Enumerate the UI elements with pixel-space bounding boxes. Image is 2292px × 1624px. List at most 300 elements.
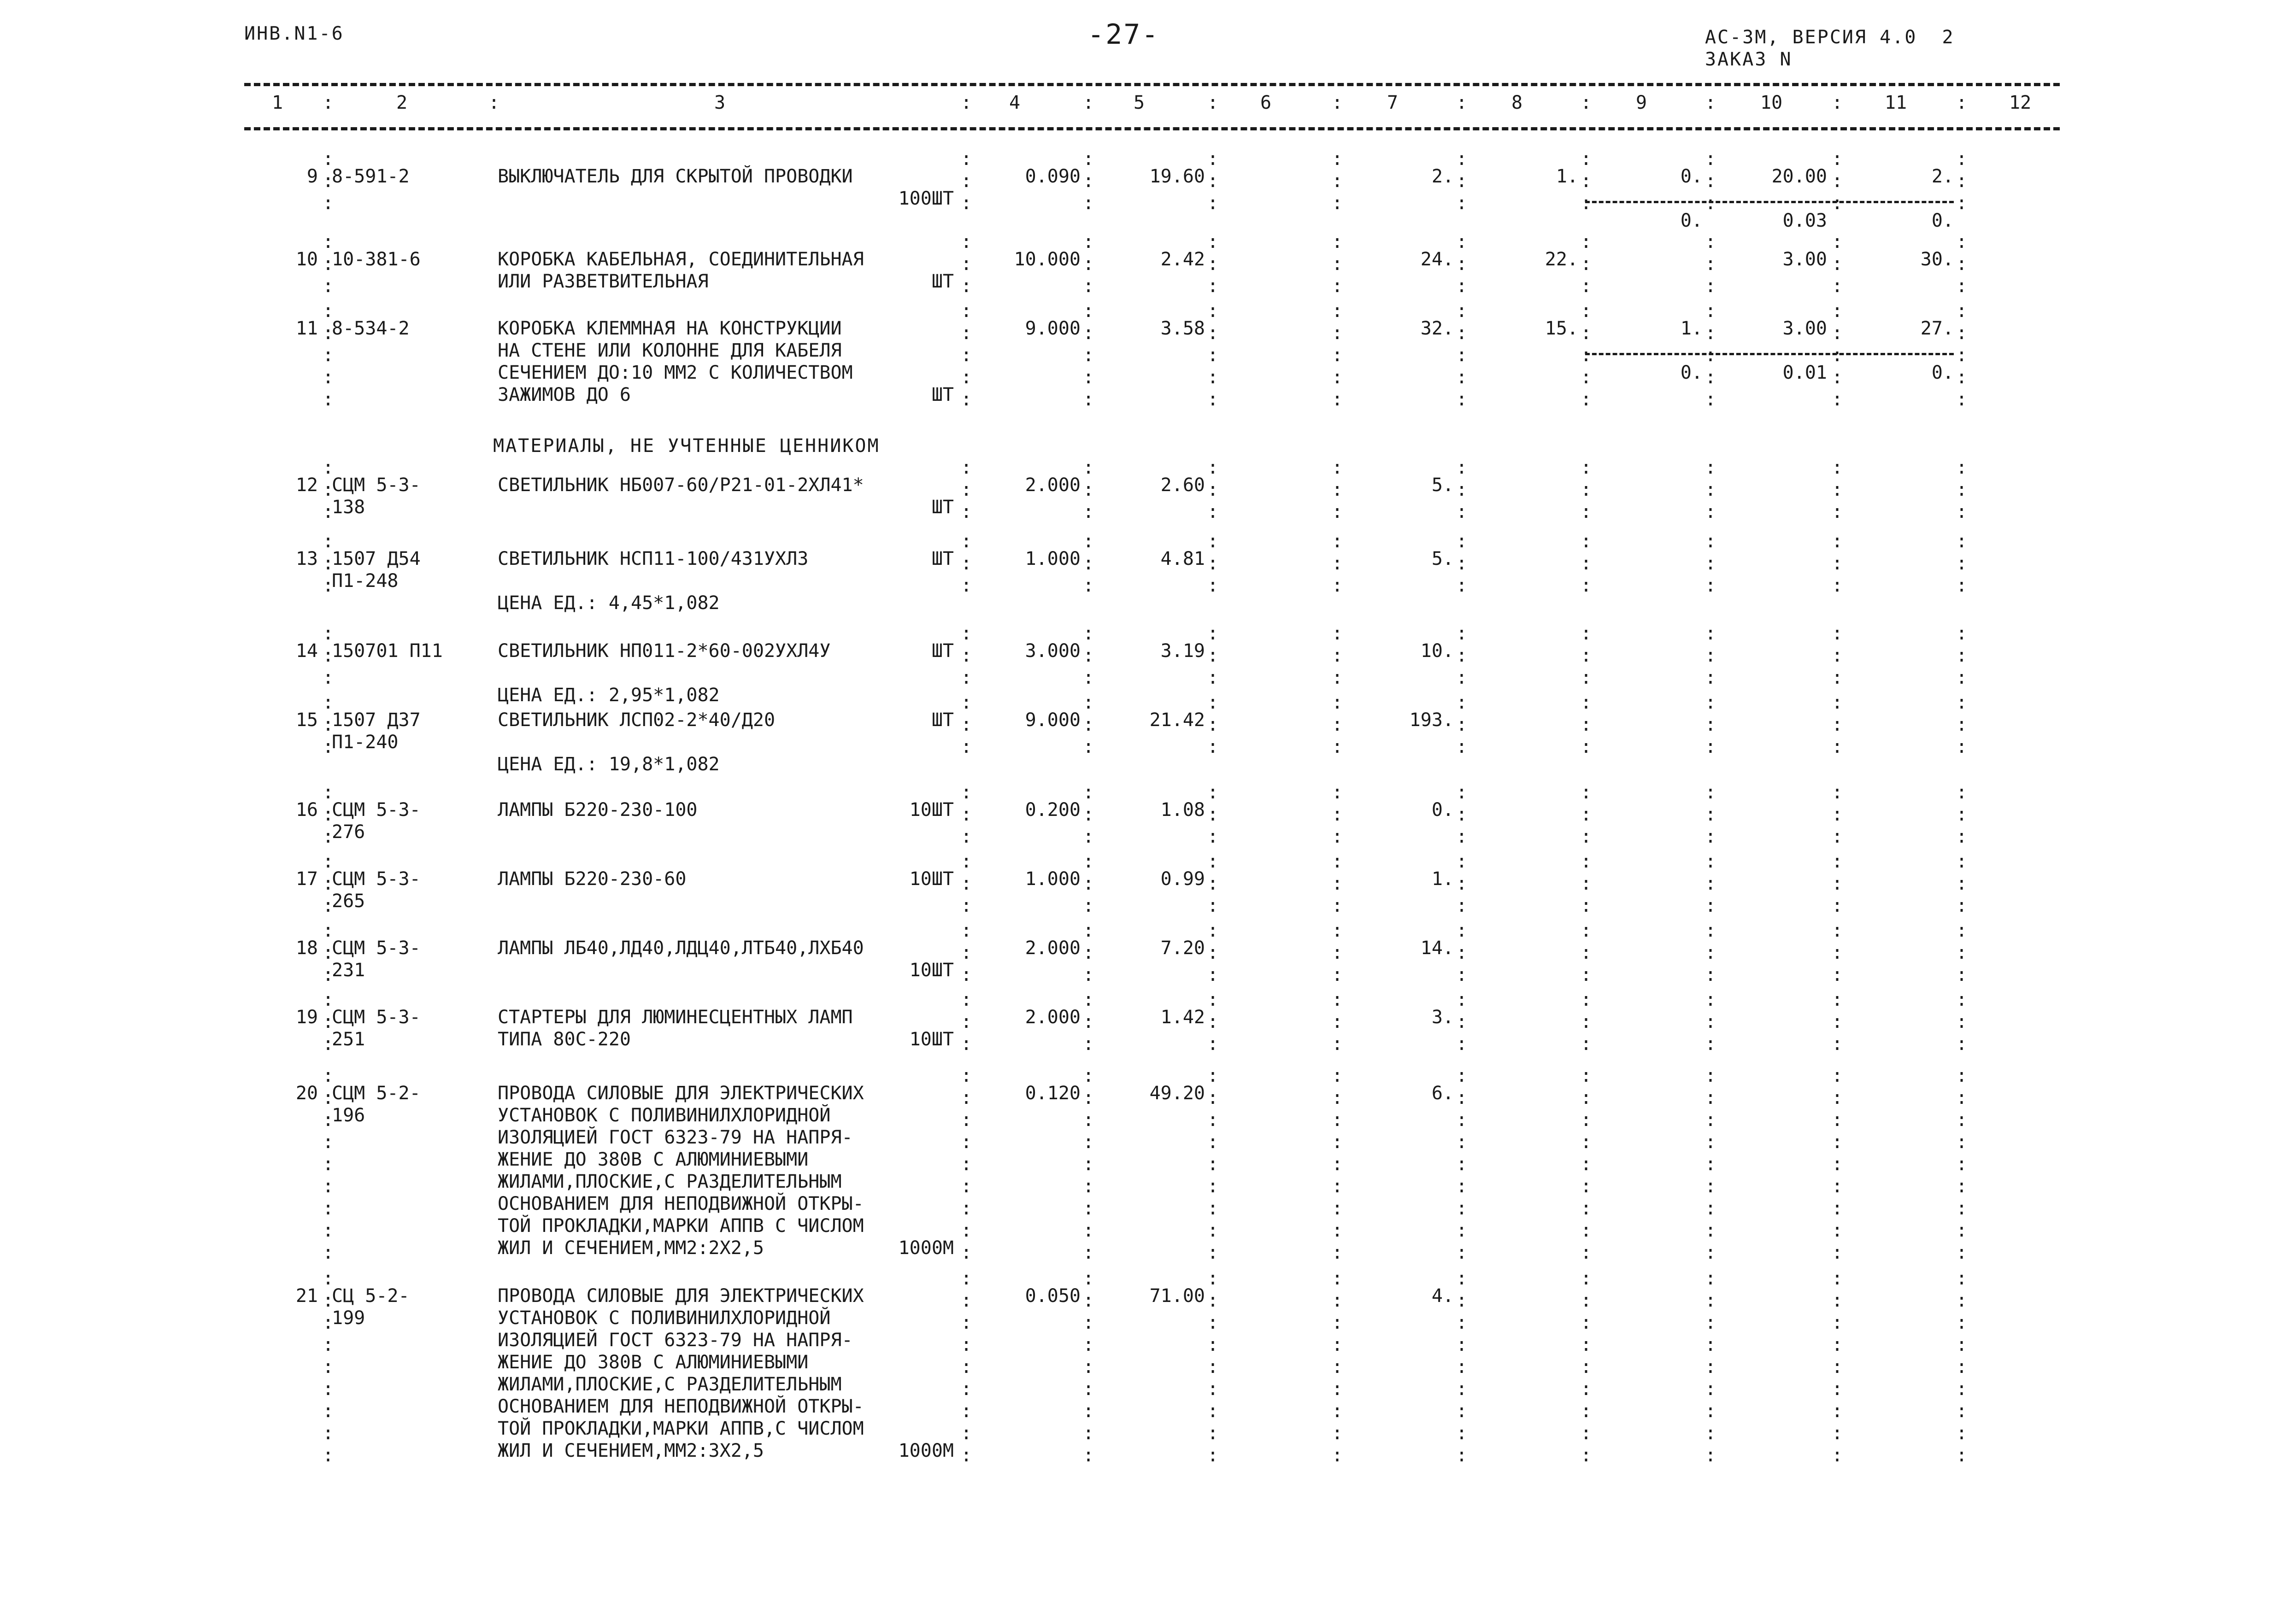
cell-separator: : [961,736,972,757]
value-c4: 0.090 [1025,166,1081,187]
cell-separator: : [323,804,334,825]
price-code: 276 [332,821,365,843]
value-c4: 3.000 [1025,640,1081,662]
cell-separator: : [1832,479,1843,500]
cell-separator: : [961,989,972,1010]
cell-separator: : [1705,457,1716,478]
item-description: ЛАМПЫ Б220-230-60 [498,868,687,890]
cell-separator: : [1207,1065,1219,1086]
cell-separator: : [1456,645,1468,666]
cell-separator: : [1332,553,1343,574]
cell-separator: : [1832,1445,1843,1466]
cell-separator: : [1083,1109,1094,1131]
cell-separator: : [1083,1176,1094,1197]
value-c7: 0. [1431,799,1454,821]
cell-separator: : [1956,989,1968,1010]
cell-separator: : [1083,479,1094,500]
cell-separator: : [1207,479,1219,500]
cell-separator: : [1207,1011,1219,1032]
cell-separator: : [323,667,334,688]
cell-separator: : [1332,1242,1343,1263]
row-number: 21 [295,1285,318,1307]
cell-separator: : [1083,782,1094,803]
cell-separator: : [323,1033,334,1055]
item-description: СВЕТИЛЬНИК ЛСП02-2*40/Д20 [498,709,776,731]
column-header-4: 4 [1009,92,1021,113]
column-separator: : [1083,92,1094,113]
cell-separator: : [323,1065,334,1086]
cell-separator: : [1705,170,1716,192]
cell-separator: : [1456,623,1468,644]
column-header-3: 3 [714,92,726,113]
value-c4: 9.000 [1025,318,1081,339]
cell-separator: : [323,895,334,916]
cell-separator: : [1456,714,1468,735]
cell-separator: : [323,322,334,344]
value-c4: 0.120 [1025,1083,1081,1104]
cell-separator: : [961,345,972,366]
cell-separator: : [1332,667,1343,688]
cell-separator: : [323,193,334,214]
cell-separator: : [1581,575,1592,596]
cell-separator: : [1705,1220,1716,1241]
cell-separator: : [1332,989,1343,1010]
cell-separator: : [1705,1290,1716,1311]
cell-separator: : [1332,531,1343,552]
cell-separator: : [1083,920,1094,941]
row-number: 20 [295,1083,318,1104]
cell-separator: : [1083,345,1094,366]
cell-separator: : [1581,920,1592,941]
cell-separator: : [1832,345,1843,366]
item-description: НА СТЕНЕ ИЛИ КОЛОННЕ ДЛЯ КАБЕЛЯ [498,340,842,361]
cell-separator: : [1332,942,1343,963]
cell-separator: : [1581,193,1592,214]
cell-separator: : [1207,1401,1219,1422]
cell-separator: : [323,1176,334,1197]
column-header-9: 9 [1636,92,1647,113]
cell-separator: : [1832,1176,1843,1197]
cell-separator: : [1332,920,1343,941]
cell-separator: : [1581,1087,1592,1108]
cell-separator: : [1083,851,1094,872]
cell-separator: : [1956,1087,1968,1108]
cell-separator: : [961,645,972,666]
value-c4: 2.000 [1025,475,1081,496]
cell-separator: : [1207,501,1219,522]
header-rule-top [244,83,2060,86]
item-description: ЖИЛАМИ,ПЛОСКИЕ,С РАЗДЕЛИТЕЛЬНЫМ [498,1171,842,1192]
cell-separator: : [1956,575,1968,596]
cell-separator: : [961,148,972,170]
cell-separator: : [1332,345,1343,366]
cell-separator: : [1832,1312,1843,1333]
column-separator: : [1705,92,1716,113]
cell-separator: : [1332,1109,1343,1131]
value-c4: 1.000 [1025,868,1081,890]
cell-separator: : [1705,1356,1716,1378]
cell-separator: : [1705,1268,1716,1289]
cell-separator: : [1956,1198,1968,1219]
cell-separator: : [1956,1445,1968,1466]
cell-separator: : [1456,1268,1468,1289]
cell-separator: : [1332,1176,1343,1197]
item-description: ТОЙ ПРОКЛАДКИ,МАРКИ АППВ С ЧИСЛОМ [498,1215,864,1237]
cell-separator: : [1832,964,1843,985]
cell-separator: : [323,692,334,713]
cell-separator: : [1956,1378,1968,1400]
cell-separator: : [1456,736,1468,757]
value-c7: 24. [1420,249,1454,270]
cell-separator: : [1956,1268,1968,1289]
value-c4: 2.000 [1025,1007,1081,1028]
cell-separator: : [1705,276,1716,297]
cell-separator: : [1705,575,1716,596]
value-c7: 5. [1431,548,1454,569]
cell-separator: : [1207,1033,1219,1055]
item-description: ЖИЛ И СЕЧЕНИЕМ,ММ2:3Х2,5 [498,1440,764,1461]
cell-separator: : [1456,300,1468,322]
cell-separator: : [1956,300,1968,322]
cell-separator: : [1832,942,1843,963]
cell-separator: : [1456,964,1468,985]
cell-separator: : [1332,1065,1343,1086]
cell-separator: : [1581,479,1592,500]
cell-separator: : [961,714,972,735]
cell-separator: : [1956,389,1968,410]
cell-separator: : [1832,1065,1843,1086]
cell-separator: : [1956,501,1968,522]
cell-separator: : [1332,1087,1343,1108]
column-separator: : [323,92,334,113]
cell-separator: : [323,300,334,322]
cell-separator: : [1207,389,1219,410]
item-description: ОСНОВАНИЕМ ДЛЯ НЕПОДВИЖНОЙ ОТКРЫ- [498,1193,864,1214]
price-code: П1-248 [332,570,399,592]
cell-separator: : [1581,300,1592,322]
cell-separator: : [1083,1378,1094,1400]
cell-separator: : [323,276,334,297]
cell-separator: : [1956,873,1968,894]
item-description: ВЫКЛЮЧАТЕЛЬ ДЛЯ СКРЫТОЙ ПРОВОДКИ [498,166,853,187]
unit-of-measure: ШТ [931,384,954,405]
cell-separator: : [1083,989,1094,1010]
cell-separator: : [1207,1334,1219,1355]
cell-separator: : [1207,553,1219,574]
column-separator: : [1832,92,1843,113]
value-c8: 1. [1556,166,1578,187]
price-code: П1-240 [332,732,399,753]
cell-separator: : [1832,736,1843,757]
cell-separator: : [961,895,972,916]
cell-separator: : [1832,1220,1843,1241]
cell-separator: : [1083,170,1094,192]
cell-separator: : [323,1312,334,1333]
cell-separator: : [1207,714,1219,735]
cell-separator: : [1832,1109,1843,1131]
cell-separator: : [1705,736,1716,757]
cell-separator: : [1207,193,1219,214]
order-label: ЗАКАЗ N [1705,49,1792,70]
cell-separator: : [1456,193,1468,214]
cell-separator: : [1705,782,1716,803]
cell-separator: : [1332,322,1343,344]
price-code: 196 [332,1105,365,1126]
cell-separator: : [961,1445,972,1466]
cell-separator: : [961,531,972,552]
cell-separator: : [1832,804,1843,825]
unit-price-note: ЦЕНА ЕД.: 19,8*1,082 [498,754,720,775]
cell-separator: : [1332,1312,1343,1333]
cell-separator: : [1956,1423,1968,1444]
cell-separator: : [1456,501,1468,522]
cell-separator: : [1705,1033,1716,1055]
cell-separator: : [1456,1356,1468,1378]
column-header-8: 8 [1511,92,1523,113]
price-code: СЦМ 5-3- [332,475,421,496]
item-description: ПРОВОДА СИЛОВЫЕ ДЛЯ ЭЛЕКТРИЧЕСКИХ [498,1285,864,1307]
cell-separator: : [1581,873,1592,894]
cell-separator: : [1705,345,1716,366]
cell-separator: : [1332,457,1343,478]
cell-separator: : [1332,501,1343,522]
cell-separator: : [1832,389,1843,410]
column-separator: : [488,92,500,113]
cell-separator: : [1705,231,1716,252]
price-code: 1507 Д37 [332,709,421,731]
cell-separator: : [1456,148,1468,170]
cell-separator: : [1207,1220,1219,1241]
cell-separator: : [1207,851,1219,872]
column-header-6: 6 [1260,92,1272,113]
cell-separator: : [1956,1011,1968,1032]
cell-separator: : [1581,553,1592,574]
cell-separator: : [1207,231,1219,252]
cell-separator: : [1705,553,1716,574]
cell-separator: : [1456,851,1468,872]
cell-separator: : [1332,692,1343,713]
cell-separator: : [1705,623,1716,644]
cell-separator: : [1705,714,1716,735]
cell-separator: : [323,1242,334,1263]
cell-separator: : [1956,367,1968,388]
cell-separator: : [1207,1109,1219,1131]
cell-separator: : [1207,345,1219,366]
cell-separator: : [1083,276,1094,297]
cell-separator: : [1705,253,1716,275]
cell-separator: : [1956,645,1968,666]
cell-separator: : [1832,623,1843,644]
cell-separator: : [1207,1087,1219,1108]
cell-separator: : [1083,1334,1094,1355]
cell-separator: : [1083,322,1094,344]
cell-separator: : [1456,253,1468,275]
cell-separator: : [1083,826,1094,847]
cell-separator: : [1456,553,1468,574]
cell-separator: : [1083,964,1094,985]
cell-separator: : [961,942,972,963]
value-c7: 4. [1431,1285,1454,1307]
value-c5: 71.00 [1149,1285,1205,1307]
cell-separator: : [1456,1087,1468,1108]
value-c4: 0.200 [1025,799,1081,821]
cell-separator: : [1581,1356,1592,1378]
cell-separator: : [1083,1033,1094,1055]
item-description: ЖЕНИЕ ДО 380В С АЛЮМИНИЕВЫМИ [498,1149,809,1170]
cell-separator: : [961,367,972,388]
value-c11b: 0. [1931,210,1954,231]
cell-separator: : [1083,553,1094,574]
value-c7: 2. [1431,166,1454,187]
price-code: 231 [332,960,365,981]
cell-separator: : [1332,1154,1343,1175]
cell-separator: : [1705,692,1716,713]
cell-separator: : [1332,253,1343,275]
cell-separator: : [1332,1033,1343,1055]
cell-separator: : [1832,1154,1843,1175]
row-number: 11 [295,318,318,339]
cell-separator: : [1832,1011,1843,1032]
cell-separator: : [1083,714,1094,735]
cell-separator: : [1705,989,1716,1010]
cell-separator: : [1956,1290,1968,1311]
cell-separator: : [1705,1109,1716,1131]
cell-separator: : [323,851,334,872]
cell-separator: : [1456,231,1468,252]
cell-separator: : [1956,1334,1968,1355]
cell-separator: : [1207,457,1219,478]
price-code: СЦМ 5-3- [332,799,421,821]
cell-separator: : [1832,367,1843,388]
cell-separator: : [323,1132,334,1153]
cell-separator: : [1832,170,1843,192]
item-description: ТИПА 80С-220 [498,1029,631,1050]
cell-separator: : [1083,667,1094,688]
cell-separator: : [1705,942,1716,963]
cell-separator: : [1207,736,1219,757]
cell-separator: : [1832,1132,1843,1153]
item-description: СЕЧЕНИЕМ ДО:10 ММ2 С КОЛИЧЕСТВОМ [498,362,853,383]
unit-of-measure: ШТ [931,640,954,662]
cell-separator: : [1832,826,1843,847]
cell-separator: : [1832,1356,1843,1378]
cell-separator: : [1207,1312,1219,1333]
cell-separator: : [1832,851,1843,872]
cell-separator: : [961,1242,972,1263]
cell-separator: : [323,1378,334,1400]
cell-separator: : [1581,345,1592,366]
cell-separator: : [1332,714,1343,735]
cell-separator: : [1832,276,1843,297]
cell-separator: : [323,942,334,963]
cell-separator: : [1581,1268,1592,1289]
cell-separator: : [1083,873,1094,894]
cell-separator: : [1581,531,1592,552]
cell-separator: : [1832,1378,1843,1400]
cell-separator: : [1956,736,1968,757]
value-c5: 2.60 [1160,475,1205,496]
value-c9: 0. [1680,166,1703,187]
cell-separator: : [1956,1109,1968,1131]
value-c5: 1.42 [1160,1007,1205,1028]
cell-separator: : [1332,575,1343,596]
cell-separator: : [1705,1378,1716,1400]
cell-separator: : [1332,276,1343,297]
section-title: МАТЕРИАЛЫ, НЕ УЧТЕННЫЕ ЦЕННИКОМ [493,435,880,457]
cell-separator: : [1581,1154,1592,1175]
cell-separator: : [1956,942,1968,963]
price-code: 199 [332,1307,365,1329]
cell-separator: : [1083,1268,1094,1289]
cell-separator: : [1456,170,1468,192]
item-description: СВЕТИЛЬНИК НСП11-100/431УХЛ3 [498,548,809,569]
item-description: ТОЙ ПРОКЛАДКИ,МАРКИ АППВ,С ЧИСЛОМ [498,1418,864,1439]
cell-separator: : [1207,920,1219,941]
value-c5: 21.42 [1149,709,1205,731]
cell-separator: : [1083,253,1094,275]
value-c10b: 0.03 [1782,210,1827,231]
cell-separator: : [1207,1356,1219,1378]
cell-separator: : [1832,231,1843,252]
cell-separator: : [1083,300,1094,322]
row-number: 19 [295,1007,318,1028]
cell-separator: : [323,623,334,644]
cell-separator: : [323,148,334,170]
price-code: СЦМ 5-2- [332,1083,421,1104]
cell-separator: : [1332,1268,1343,1289]
cell-separator: : [961,300,972,322]
cell-separator: : [1705,1154,1716,1175]
price-code: 8-534-2 [332,318,410,339]
cell-separator: : [1456,322,1468,344]
item-description: СВЕТИЛЬНИК НП011-2*60-002УХЛ4У [498,640,831,662]
cell-separator: : [323,367,334,388]
cell-separator: : [1332,782,1343,803]
value-c8: 22. [1545,249,1578,270]
cell-separator: : [323,170,334,192]
cell-separator: : [1207,1423,1219,1444]
cell-separator: : [961,253,972,275]
cell-separator: : [961,575,972,596]
cell-separator: : [1083,367,1094,388]
cell-separator: : [1956,964,1968,985]
cell-separator: : [323,345,334,366]
cell-separator: : [961,826,972,847]
row-number: 13 [295,548,318,569]
sub-total-rule [1585,353,1954,355]
cell-separator: : [1581,1132,1592,1153]
cell-separator: : [1705,1401,1716,1422]
value-c5: 49.20 [1149,1083,1205,1104]
cell-separator: : [1705,322,1716,344]
cell-separator: : [1332,231,1343,252]
cell-separator: : [1207,531,1219,552]
cell-separator: : [1207,623,1219,644]
cell-separator: : [1456,1242,1468,1263]
cell-separator: : [1832,645,1843,666]
cell-separator: : [1705,531,1716,552]
cell-separator: : [961,276,972,297]
cell-separator: : [1581,645,1592,666]
cell-separator: : [1083,1011,1094,1032]
value-c7: 6. [1431,1083,1454,1104]
cell-separator: : [1956,1242,1968,1263]
cell-separator: : [323,1154,334,1175]
cell-separator: : [1083,1445,1094,1466]
cell-separator: : [1332,895,1343,916]
cell-separator: : [1332,1198,1343,1219]
cell-separator: : [1456,1290,1468,1311]
